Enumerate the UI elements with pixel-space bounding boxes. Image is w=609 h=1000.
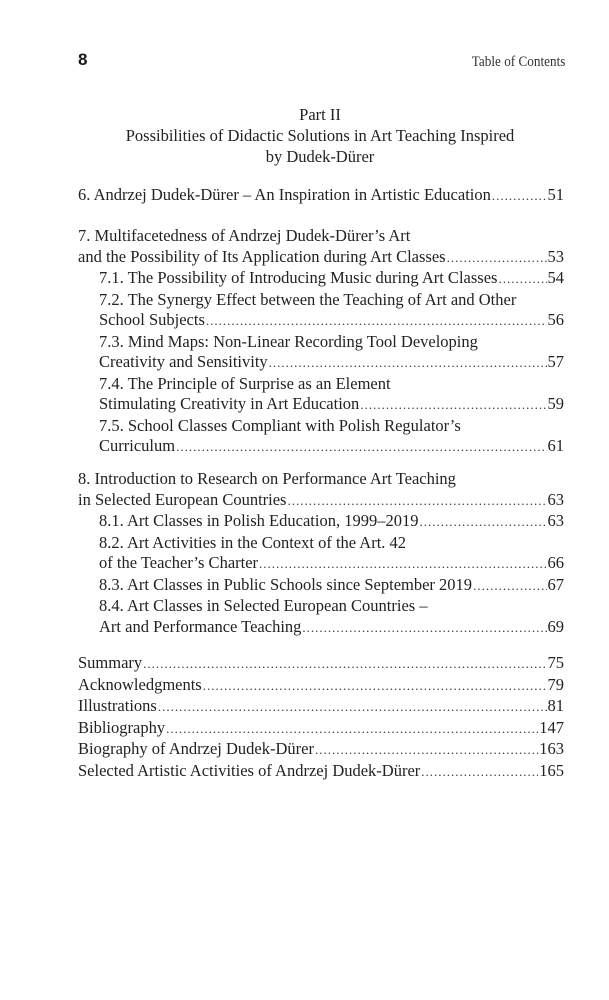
entry-title: 7.1. The Possibility of Introducing Music during Art Classes — [99, 268, 498, 287]
entry-page: 54 — [547, 268, 564, 287]
entry-title-cont: Stimulating Creativity in Art Education — [99, 394, 360, 413]
entry-title-cont: of the Teacher’s Charter — [99, 553, 259, 572]
dot-leader — [315, 740, 538, 761]
toc-entry[interactable] — [78, 185, 564, 207]
dot-leader — [269, 353, 547, 374]
toc-subentry[interactable] — [78, 374, 564, 416]
part-title-line1: Possibilities of Didactic Solutions in Art Teaching Inspired — [125, 126, 515, 145]
entry-title: 8.3. Art Classes in Public Schools since September 2019 — [99, 574, 473, 594]
entry-title-cont: and the Possibility of Its Application during Art Classes — [78, 246, 446, 266]
entry-page: 69 — [547, 616, 564, 636]
toc-entry[interactable] — [78, 469, 564, 511]
entry-page: 66 — [547, 553, 564, 572]
entry-page: 81 — [547, 696, 564, 715]
toc-back-matter — [78, 653, 564, 782]
entry-title-cont: Art and Performance Teaching — [99, 616, 302, 636]
toc-chapter-8 — [78, 469, 564, 638]
dot-leader — [498, 269, 546, 290]
entry-page: 79 — [547, 674, 564, 694]
toc-entry-illustrations[interactable] — [78, 696, 564, 718]
toc-entry-artistic-activities[interactable] — [78, 761, 564, 783]
running-head: Table of Contents — [471, 54, 565, 70]
toc-subentry[interactable] — [78, 511, 564, 533]
entry-page: 61 — [547, 436, 564, 455]
toc-subentry[interactable] — [78, 332, 564, 374]
dot-leader — [492, 186, 547, 207]
toc-subentry[interactable] — [78, 533, 564, 575]
entry-title: 8. Introduction to Research on Performance Art Teaching — [78, 469, 456, 488]
dot-leader — [166, 719, 538, 740]
dot-leader — [473, 576, 546, 597]
entry-page: 57 — [547, 352, 564, 371]
entry-title: Biography of Andrzej Dudek-Dürer — [78, 739, 314, 758]
part-heading — [60, 104, 580, 167]
dot-leader — [360, 395, 546, 416]
part-label: Part II — [299, 105, 341, 124]
entry-title: 6. Andrzej Dudek-Dürer – An Inspiration in Artistic Education — [78, 185, 491, 204]
dot-leader — [419, 512, 546, 533]
entry-page: 56 — [547, 310, 564, 329]
entry-title-cont: Creativity and Sensitivity — [99, 352, 268, 371]
entry-title-cont: Curriculum — [99, 436, 176, 455]
entry-page: 63 — [547, 511, 564, 530]
toc-subentry[interactable] — [78, 268, 564, 290]
dot-leader — [421, 762, 538, 783]
entry-page: 67 — [547, 574, 564, 594]
entry-page: 59 — [547, 394, 564, 413]
entry-title: 7.5. School Classes Compliant with Polish Regulator’s — [99, 415, 461, 435]
entry-title: 8.2. Art Activities in the Context of the Art. 42 — [99, 532, 407, 552]
dot-leader — [287, 491, 546, 512]
dot-leader — [203, 676, 547, 697]
entry-title: Illustrations — [78, 696, 157, 715]
entry-title: 7.3. Mind Maps: Non-Linear Recording Tool Developing — [99, 331, 478, 351]
toc-subentry[interactable] — [78, 575, 564, 597]
dot-leader — [259, 554, 546, 575]
entry-page: 163 — [539, 739, 564, 758]
entry-page: 165 — [539, 760, 564, 780]
entry-title: 7.2. The Synergy Effect between the Teaching of Art and Other — [99, 289, 517, 309]
toc-subentry[interactable] — [78, 596, 564, 638]
entry-title-cont: in Selected European Countries — [78, 489, 287, 509]
toc-chapter-6 — [78, 185, 564, 207]
entry-page: 75 — [547, 653, 564, 672]
dot-leader — [158, 697, 547, 718]
entry-page: 53 — [547, 246, 564, 266]
dot-leader — [447, 248, 547, 269]
part-title-line2: by Dudek-Dürer — [265, 147, 375, 166]
entry-title: Selected Artistic Activities of Andrzej Dudek-Dürer — [78, 760, 421, 780]
entry-page: 147 — [539, 717, 564, 737]
toc-entry-biography[interactable] — [78, 739, 564, 761]
toc-entry-summary[interactable] — [78, 653, 564, 675]
entry-title: Summary — [78, 653, 143, 672]
entry-title: 8.4. Art Classes in Selected European Countries – — [99, 596, 428, 615]
toc-entry-bibliography[interactable] — [78, 718, 564, 740]
page-number: 8 — [78, 50, 88, 69]
dot-leader — [143, 654, 546, 675]
toc-subentry[interactable] — [78, 416, 564, 458]
toc-chapter-7 — [78, 226, 564, 458]
dot-leader — [176, 437, 546, 458]
entry-title: 8.1. Art Classes in Polish Education, 1999–2019 — [99, 511, 419, 530]
toc-entry[interactable] — [78, 226, 564, 268]
toc-subentry[interactable] — [78, 290, 564, 332]
entry-title: Acknowledgments — [78, 674, 202, 694]
entry-title: Bibliography — [78, 717, 166, 737]
entry-title: 7.4. The Principle of Surprise as an Element — [99, 373, 391, 393]
entry-title-cont: School Subjects — [99, 310, 205, 329]
entry-page: 63 — [547, 489, 564, 509]
dot-leader — [302, 618, 546, 639]
entry-page: 51 — [547, 185, 564, 204]
entry-title: 7. Multifacetedness of Andrzej Dudek-Dürer’s Art — [78, 226, 411, 245]
toc-entry-acknowledgments[interactable] — [78, 675, 564, 697]
dot-leader — [206, 311, 547, 332]
